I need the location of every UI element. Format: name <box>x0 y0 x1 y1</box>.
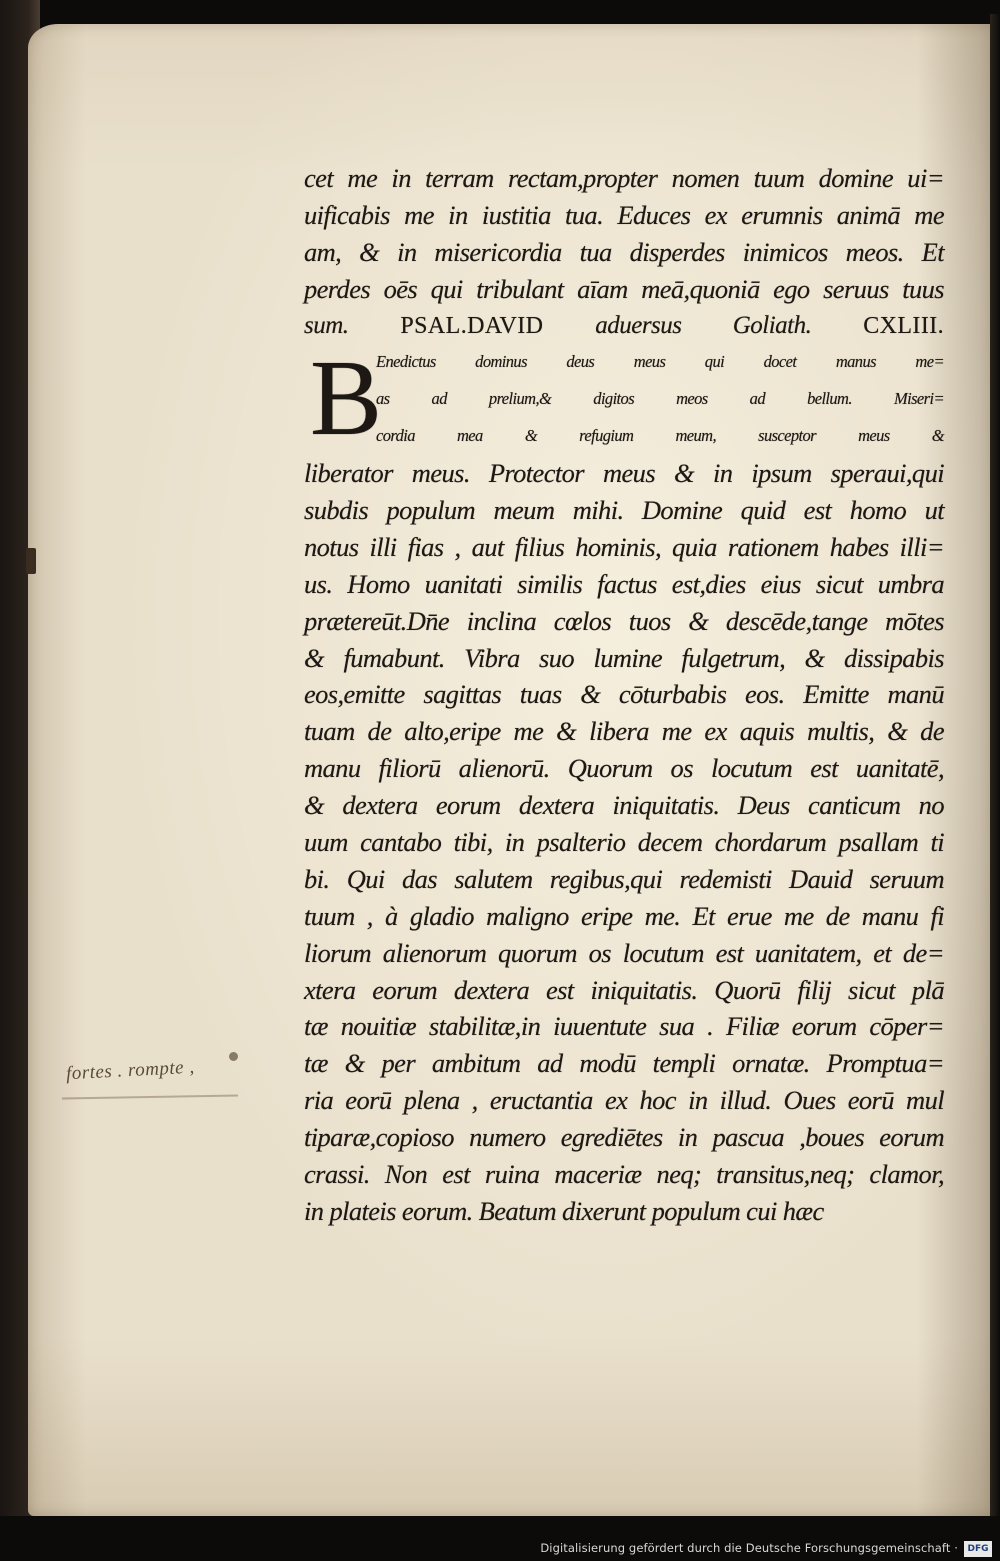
ink-spot <box>229 1052 238 1061</box>
text-line: xtera eorum dextera est iniquitatis. Quorū filij sicut plā <box>304 974 944 1005</box>
text-line: bi. Qui das salutem regibus,qui redemisti Dauid seruum <box>304 863 944 894</box>
text-line: perdes oēs qui tribulant aīam meā,quoniā ego seruus tuus <box>304 273 944 304</box>
text-line: manu filiorū alienorū. Quorum os locutum est uanitatē, <box>304 753 944 784</box>
scan-footer <box>0 1516 1000 1561</box>
text-line: in plateis eorum. Beatum dixerunt populum cui hæc <box>304 1195 824 1226</box>
text-line: as ad prelium,& digitos meos ad bellum. Miseri= <box>376 389 944 409</box>
text-line: am, & in misericordia tua disperdes inimicos meos. Et <box>304 236 944 267</box>
text-line: liberator meus. Protector meus & in ipsum speraui,qui <box>304 458 944 489</box>
heading-lead: sum. <box>304 311 349 339</box>
drop-cap-letter: B <box>310 339 382 459</box>
text-line: prætereūt.Dn̄e inclina cœlos tuos & descēde,tange mōtes <box>304 605 944 636</box>
drop-cap-paragraph <box>304 339 944 459</box>
text-line: uum cantabo tibi, in psalterio decem chordarum psallam ti <box>304 827 944 858</box>
text-line: subdis populum meum mihi. Domine quid est homo ut <box>304 495 944 526</box>
text-line: crassi. Non est ruina maceriæ neq; transitus,neq; clamor, <box>304 1159 944 1190</box>
text-line: tæ nouitiæ stabilitæ,in iuuentute sua . Filiæ eorum cōper= <box>304 1011 944 1042</box>
psalm-number: CXLIII. <box>863 312 945 339</box>
heading-subtitle: aduersus Goliath. <box>595 311 812 339</box>
text-line: ria eorū plena , eructantia ex hoc in illud. Oues eorū mul <box>304 1085 944 1116</box>
text-line: eos,emitte sagittas tuas & cōturbabis eos. Emitte manū <box>304 679 944 710</box>
text-line: us. Homo uanitati similis factus est,dies eius sicut umbra <box>304 568 944 599</box>
text-line: uificabis me in iustitia tua. Educes ex erumnis animā me <box>304 199 944 230</box>
text-line: tiparæ,copioso numero egrediētes in pascua ,boues eorum <box>304 1122 944 1153</box>
dfg-logo-icon: DFG <box>964 1541 992 1557</box>
text-line: Enedictus dominus deus meus qui docet manus me= <box>376 352 944 372</box>
psalm-text <box>304 160 944 1230</box>
text-line: cet me in terram rectam,propter nomen tuum domine ui= <box>304 163 944 193</box>
text-line: cordia mea & refugium meum, susceptor meus & <box>376 426 944 446</box>
text-line: liorum alienorum quorum os locutum est uanitatem, et de= <box>304 937 944 968</box>
facing-page-edge <box>990 14 1000 1524</box>
text-line: tuam de alto,eripe me & libera me ex aquis multis, & de <box>304 716 944 747</box>
funding-credit: Digitalisierung gefördert durch die Deutsche Forschungsgemeinschaft · <box>540 1541 958 1555</box>
text-line: & dextera eorum dextera iniquitatis. Deus canticum no <box>304 790 944 821</box>
handwritten-marginalia: fortes . rompte , <box>65 1056 196 1085</box>
text-line: & fumabunt. Vibra suo lumine fulgetrum, & dissipabis <box>304 642 944 673</box>
text-line: tuum , à gladio maligno eripe me. Et erue me de manu fi <box>304 900 944 931</box>
psalm-heading <box>304 308 944 345</box>
text-line: notus illi fias , aut filius hominis, quia rationem habes illi= <box>304 531 944 562</box>
binding-clip <box>26 548 36 574</box>
text-line: tæ & per ambitum ad modū templi ornatæ. Promptua= <box>304 1048 944 1079</box>
heading-title: PSAL.DAVID <box>400 312 544 339</box>
